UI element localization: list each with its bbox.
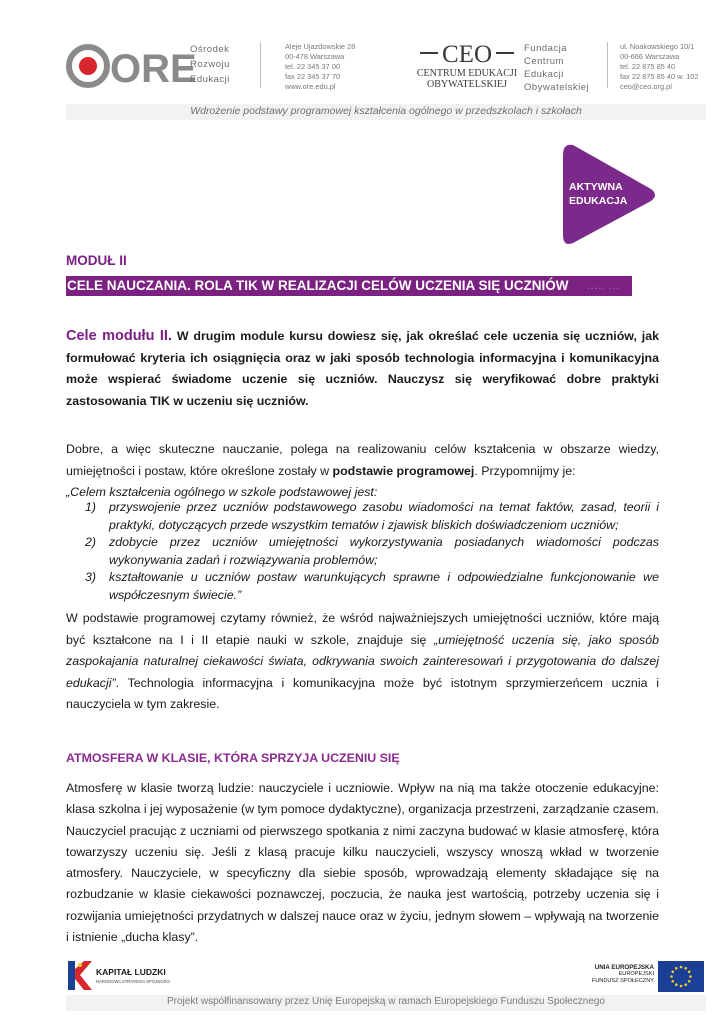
ceo-name: Fundacja Centrum Edukacji Obywatelskiej: [524, 43, 590, 93]
ceo-logo-text: CEO: [442, 41, 492, 68]
ceo-logo-sub-1: CENTRUM EDUKACJI: [416, 68, 518, 79]
kapital-ludzki-logo: [66, 957, 176, 993]
project-tagline: Wdrożenie podstawy programowej kształcenia ogólnego w przedszkolach i szkołach: [190, 105, 582, 117]
kapital-ludzki-title: KAPITAŁ LUDZKI: [96, 967, 166, 977]
eu-star: [680, 966, 683, 969]
module-goals-intro: [66, 326, 659, 412]
ore-logo: [66, 44, 197, 91]
badge-line-1: AKTYWNA: [569, 181, 623, 193]
ceo-logo-sub-2: OBYWATELSKIEJ: [427, 79, 507, 90]
footer-band: [66, 995, 706, 1011]
header-divider: [260, 42, 261, 88]
ore-name: Ośrodek Rozwoju Edukacji: [190, 44, 230, 85]
eu-fund-line-2: FUNDUSZ SPOŁECZNY: [591, 978, 654, 984]
tagline-band: [66, 104, 706, 120]
eu-star: [688, 980, 691, 983]
learning-skill-quote: „umiejętność uczenia się, jako sposób zaspokajania naturalnej ciekawości świata, odkrywania swoich zainteresowań i przygotowania do dalszej edukacji”: [66, 632, 659, 690]
page-footer: [66, 957, 706, 1015]
eu-flag-icon: [658, 961, 704, 992]
eu-star: [670, 975, 673, 978]
module-title-dots: ….. …: [586, 278, 621, 292]
ceo-logo: [418, 40, 516, 92]
eu-star: [680, 985, 683, 988]
module-title-bar: [66, 276, 632, 296]
page-header: [66, 40, 706, 102]
section-heading: ATMOSFERA W KLASIE, KTÓRA SPRZYJA UCZENIU SIĘ: [66, 751, 400, 765]
paragraph-curriculum: Dobre, a więc skuteczne nauczanie, polega na realizowaniu celów kształcenia w obszarze wiedzy, umiejętności i postaw, które określone zostały w podstawie programowej. Przypomnijmy je: „Celem kształcenia ogólnego w szkole podstawowej jest:: [66, 442, 659, 499]
eu-star: [671, 970, 674, 973]
eu-title: UNIA EUROPEJSKA: [594, 964, 654, 971]
aktywna-edukacja-badge: [561, 143, 657, 247]
eu-star: [671, 980, 674, 983]
eu-star: [684, 983, 687, 986]
education-goals-list: [66, 499, 659, 604]
header-divider: [607, 42, 608, 88]
section-paragraph: Atmosferę w klasie tworzą ludzie: nauczyciele i uczniowie. Wpływ na nią ma także otoczenie edukacyjne: klasa szkolna i jej wyposażenie (w tym pomoce dydaktyczne), organizacja przestrzeni, zarządzanie czasem. Nauczyciel pracując z uczniami od pierwszego spotkania z nimi zaczyna budować w klasie atmosferę, która towarzyszy uczeniu się. Jeśli z klasą pracuje kilku nauczycieli, wszyscy wnoszą wkład w tworzenie atmosfery. Nauczyciele, w specyficzny dla siebie sposób, wprowadzają elementy składające się na rozbudzanie w klasie ciekawości poznawczej, poczucia, że nauka jest wartością, potrzeby uczenia się i rozwijania umiejętności przydatnych w dalszej nauce oraz w życiu, jednym słowem – wpływają na tworzenie i istnienie „ducha klasy”.: [66, 781, 659, 945]
module-label: MODUŁ II: [66, 253, 127, 268]
eu-star: [684, 967, 687, 970]
quote-intro: „Celem kształcenia ogólnego w szkole podstawowej jest:: [66, 485, 378, 499]
eu-star: [689, 975, 692, 978]
paragraph-learning-skill: W podstawie programowej czytamy również, że wśród najważniejszych umiejętności uczniów, które mają być kształcone na I i II etapie nauki w szkole, znajduje się „umiejętność uczenia się, jako sposób zaspokajania naturalnej ciekawości świata, odkrywania swoich zainteresowań i przygotowania do dalszej edukacji”. Technologia informacyjna i komunikacyjna może być istotnym sprzymierzeńcem ucznia i nauczyciela w tym zakresie.: [66, 611, 659, 711]
module-goals-lead: Cele modułu II.: [66, 328, 172, 344]
curriculum-term: podstawie programowej: [332, 463, 475, 478]
eu-star: [675, 967, 678, 970]
eu-logo: [589, 961, 704, 993]
eu-fund-line-1: EUROPEJSKI: [618, 971, 654, 977]
list-item: 2) zdobycie przez uczniów umiejętności wykorzystywania posiadanych wiadomości podczas wykonywania zadań i rozwiązywania problemów;: [85, 535, 659, 567]
module-goals-text: W drugim module kursu dowiesz się, jak określać cele uczenia się uczniów, jak formułować kryteria ich osiągnięcia oraz w jaki sposób technologia informacyjna i komunikacyjna może wspierać świadome uczenie się uczniów. Nauczysz się weryfikować dobre praktyki zastosowania TIK w uczeniu się uczniów.: [66, 329, 660, 408]
ore-address: Aleje Ujazdowskie 28 00-478 Warszawa tel. 22 345 37 00 fax 22 345 37 70 www.ore.edu.pl: [285, 42, 356, 91]
module-title: CELE NAUCZANIA. ROLA TIK W REALIZACJI CELÓW UCZENIA SIĘ UCZNIÓW: [67, 278, 569, 293]
project-cofinancing-note: Projekt współfinansowany przez Unię Europejską w ramach Europejskiego Funduszu Społecznego: [166, 996, 605, 1007]
ceo-address: ul. Noakowskiego 10/1 00-666 Warszawa tel. 22 875 85 40 fax 22 875 85 40 w. 102 ceo@ceo.org.pl: [620, 42, 699, 91]
kapital-ludzki-subtitle: NARODOWA STRATEGIA SPÓJNOŚCI: [96, 979, 171, 984]
badge-line-2: EDUKACJA: [569, 195, 628, 207]
list-item: 3) kształtowanie u uczniów postaw warunkujących sprawne i odpowiedzialne funkcjonowanie we współczesnym świecie.”: [85, 570, 659, 602]
ore-logo-text: ORE: [110, 47, 197, 91]
eu-star: [688, 970, 691, 973]
eu-star: [675, 983, 678, 986]
list-item: 1) przyswojenie przez uczniów podstawowego zasobu wiadomości na temat faktów, zasad, teorii i praktyki, dotyczących przede wszystkim tematów i zjawisk bliskich doświadczeniom uczniów;: [85, 500, 659, 532]
